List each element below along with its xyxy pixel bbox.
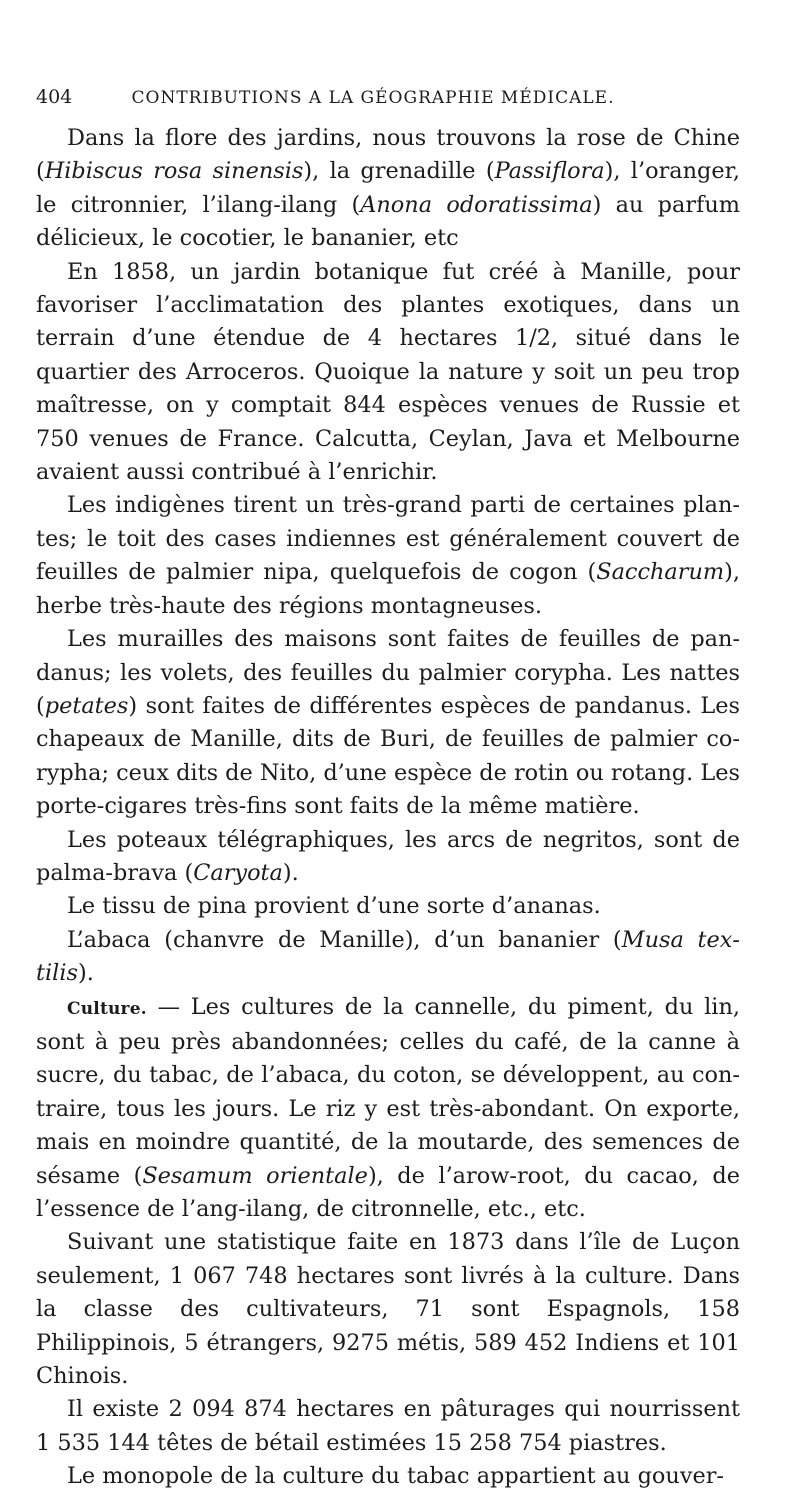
text-run: ) sont faites de différentes espèces de pandanus. Les chapeaux de Manille, dits de Buri, de feuilles de palmier corypha; ceux dits de Nito, d’une espèce de rotin ou rotang. Les porte-cigares très-fins sont faits de la même matière.	[36, 692, 740, 820]
paragraph	[36, 489, 740, 623]
italic-term: Sesamum orientale	[142, 1162, 368, 1189]
text-run: Les indigènes tirent un très-grand parti de certaines plantes; le toit des cases indiennes est généralement couvert de feuilles de palmier nipa, quelquefois de cogon (	[36, 492, 740, 586]
italic-term: petates	[44, 692, 129, 719]
text-run: Les poteaux télégraphiques, les arcs de negritos, sont de palma-brava (	[36, 826, 740, 886]
text-run: Le monopole de la culture du tabac appartient au gouver-	[67, 1463, 724, 1490]
text-run: ), l’oranger, le citronnier, l’ilang-ilang (	[36, 158, 740, 218]
italic-term: Musa textilis	[36, 926, 740, 987]
text-run: — Les cultures de la cannelle, du piment, du lin, sont à peu près abandonnées; celles du café, de la canne à sucre, du tabac, de l’abaca, du coton, se développent, au contraire, tous les jours. Le riz y est très-abondant. On exporte, mais en moindre quantité, de la moutarde, des semences de sésame (	[36, 993, 740, 1189]
paragraph	[36, 122, 740, 256]
paragraph	[36, 1226, 740, 1393]
italic-term: Hibiscus rosa sinensis	[44, 158, 304, 185]
text-run: En 1858, un jardin botanique fut créé à Manille, pour favoriser l’acclimatation des plantes exotiques, dans un terrain d’une étendue de 4 hectares 1/2, situé dans le quartier des Arroceros. Quoique la nature y soit un peu trop maîtresse, on y comptait 844 espèces venues de Russie et 750 venues de France. Calcutta, Ceylan, Java et Melbourne avaient aussi contribué à l’enrichir.	[36, 258, 740, 486]
text-run: ), herbe très-haute des régions montagneuses.	[36, 559, 740, 619]
text-run: Il existe 2 094 874 hectares en pâturages qui nourrissent 1 535 144 têtes de bétail estimées 15 258 754 piastres.	[36, 1396, 740, 1456]
running-title: CONTRIBUTIONS A LA GÉOGRAPHIE MÉDICALE.	[131, 88, 615, 108]
paragraph	[36, 1460, 740, 1493]
text-run: ), la grenadille (	[303, 158, 495, 185]
page-number: 404	[36, 86, 73, 108]
text-run: Dans la flore des jardins, nous trouvons la rose de Chine (	[36, 125, 740, 185]
text-run: ), de l’arow-root, du cacao, de l’essence de l’ang-ilang, de citronnelle, etc., etc.	[36, 1162, 740, 1222]
italic-term: Caryota	[193, 859, 283, 886]
paragraph	[36, 890, 740, 923]
italic-term: Saccharum	[596, 559, 725, 586]
paragraph	[36, 991, 740, 1227]
text-run: ).	[77, 960, 94, 987]
italic-term: Anona odoratissima	[360, 191, 593, 218]
text-run: ) au parfum délicieux, le cocotier, le bananier, etc	[36, 191, 740, 252]
paragraph	[36, 1393, 740, 1460]
italic-term: Passiflora	[494, 158, 605, 185]
body-text	[36, 122, 740, 1494]
text-run: Le tissu de pina provient d’une sorte d’ananas.	[67, 893, 601, 920]
paragraph	[36, 824, 740, 891]
text-run: ).	[282, 859, 299, 886]
text-run: L’abaca (chanvre de Manille), d’un bananier (	[67, 926, 622, 953]
text-run: Suivant une statistique faite en 1873 dans l’île de Luçon seulement, 1 067 748 hectares sont livrés à la culture. Dans la classe des cultivateurs, 71 sont Espagnols, 158 Philippinois, 5 étrangers, 9275 métis, 589 452 Indiens et 101 Chinois.	[36, 1229, 740, 1390]
book-page	[36, 86, 740, 1494]
paragraph	[36, 623, 740, 823]
paragraph	[36, 924, 740, 991]
page-header	[36, 86, 740, 108]
text-run: Les murailles des maisons sont faites de feuilles de pandanus; les volets, des feuilles du palmier corypha. Les nattes (	[36, 626, 740, 719]
paragraph	[36, 256, 740, 490]
section-lead: Culture.	[67, 998, 147, 1019]
